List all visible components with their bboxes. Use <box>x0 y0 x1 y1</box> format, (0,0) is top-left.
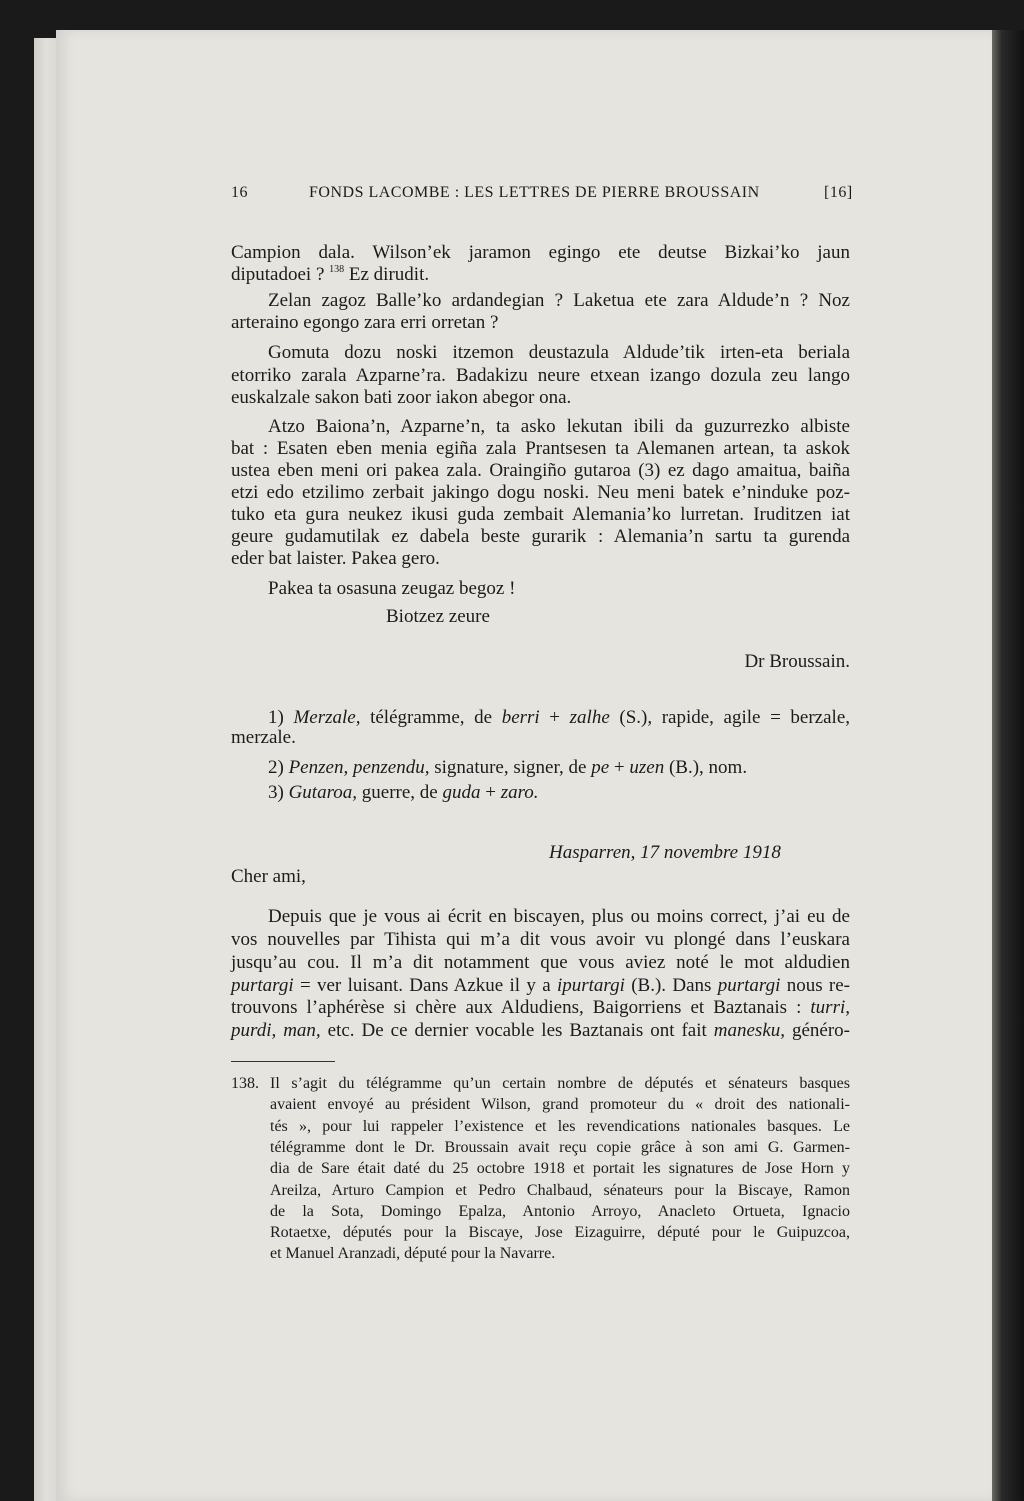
text-segment: Gomuta dozu noski itzemon deustazula Aldude’tik irten-eta beriala <box>268 342 850 363</box>
text-line <box>231 526 850 548</box>
text-line <box>231 782 850 804</box>
text-line <box>231 387 850 409</box>
text-segment: Zelan zagoz Balle’ko ardandegian ? Laketua ete zara Aldude’n ? Noz <box>268 290 850 311</box>
text-line <box>386 606 1005 628</box>
text-segment: jusqu’au cou. Il m’a dit notamment que vous aviez noté le mot aldudien <box>231 952 850 973</box>
text-segment: etzi edo etzilimo zerbait jakingo dogu noski. Neu meni batek e’ninduke poz- <box>231 482 850 503</box>
text-line <box>231 757 850 779</box>
italic-text: guda <box>442 782 481 803</box>
text-line <box>231 1020 850 1042</box>
italic-text: Penzen, penzendu, <box>288 757 430 778</box>
footnote-reference: 138 <box>329 264 345 275</box>
text-segment: trouvons l’aphérèse si chère aux Aldudiens, Baigorriens et Baztanais : <box>231 997 811 1018</box>
italic-text: zalhe <box>569 707 610 728</box>
text-segment: + <box>609 757 630 778</box>
italic-text: pe <box>591 757 610 778</box>
text-line <box>231 578 850 600</box>
text-line <box>231 242 850 264</box>
text-segment: bat : Esaten eben menia egiña zala Prantsesen ta Alemanen artean, ta askok <box>231 438 850 459</box>
text-segment: = ver luisant. Dans Azkue il y a <box>293 975 557 996</box>
text-segment: tuko eta gura neukez ikusi guda zembait Alemania’ko lurretan. Iruditzen iat <box>231 504 850 525</box>
italic-text: purdi, man, <box>231 1020 321 1041</box>
text-segment: etorriko zarala Azparne’ra. Badakizu neure etxean izango dozula zeu lango <box>231 365 850 386</box>
text-segment: 2) <box>268 757 289 778</box>
italic-text: uzen <box>629 757 665 778</box>
text-segment: 3) <box>268 782 289 803</box>
text-line <box>231 952 850 974</box>
italic-text: purtargi <box>231 975 294 996</box>
text-segment: Atzo Baiona’n, Azparne’n, ta asko lekutan ibili da guzurrezko albiste <box>268 416 850 437</box>
text-segment: Biotzez zeure <box>386 606 490 627</box>
italic-text: ipurtargi <box>556 975 625 996</box>
text-line <box>231 460 850 482</box>
text-segment: Ez dirudit. <box>344 264 430 285</box>
footnote-line: et Manuel Aranzadi, député pour la Navarre. <box>270 1245 556 1263</box>
italic-text: manesku, <box>713 1020 785 1041</box>
footnote-line: télégramme dont le Dr. Broussain avait reçu copie grâce à son ami G. Garmen- <box>270 1138 850 1156</box>
bracket-page-number: [16] <box>824 184 853 201</box>
text-line <box>231 482 850 504</box>
text-line <box>231 438 850 460</box>
text-segment: merzale. <box>231 727 296 748</box>
facing-page-edge <box>992 30 1024 1501</box>
text-segment: eder bat laister. Pakea gero. <box>231 548 440 569</box>
text-line <box>549 842 1024 864</box>
italic-text: zaro. <box>500 782 539 803</box>
footnote-line: tés », pour lui rappeler l’existence et les revendications nationales basques. Le <box>270 1117 850 1135</box>
footnote-number: 138. <box>231 1075 259 1092</box>
text-segment: (S.), rapide, agile = berzale, <box>609 707 851 728</box>
text-segment: Pakea ta osasuna zeugaz begoz ! <box>268 578 516 599</box>
italic-text: purtargi <box>717 975 781 996</box>
text-line <box>231 727 850 749</box>
footnote-line: Il s’agit du télégramme qu’un certain nombre de députés et sénateurs basques <box>270 1075 850 1092</box>
text-line <box>231 906 850 928</box>
text-segment: (B.). Dans <box>624 975 718 996</box>
text-segment: nous re- <box>780 975 851 996</box>
text-line <box>231 651 850 673</box>
text-segment: + <box>539 707 570 728</box>
text-segment: ustea eben meni ori pakea zala. Oraingiño gutaroa (3) ez dago amaitua, baiña <box>231 460 850 481</box>
text-segment: guerre, de <box>357 782 443 803</box>
text-line <box>231 264 850 286</box>
text-line <box>231 416 850 438</box>
text-segment: télégramme, de <box>360 707 502 728</box>
text-line <box>231 312 850 334</box>
text-line <box>231 929 850 951</box>
footnote-line: dia de Sare était daté du 25 octobre 1918 et portait les signatures de Jose Horn y <box>270 1160 850 1178</box>
text-segment: généro- <box>785 1020 850 1041</box>
text-segment: Cher ami, <box>231 866 306 887</box>
italic-text: Merzale, <box>293 707 361 728</box>
running-title: FONDS LACOMBE : LES LETTRES DE PIERRE BROUSSAIN <box>309 184 760 201</box>
text-segment: (B.), nom. <box>664 757 748 778</box>
footnote-line: Rotaetxe, députés pour la Biscaye, Jose Eizaguirre, député pour le Guipuzcoa, <box>270 1224 850 1242</box>
text-segment: signature, signer, de <box>429 757 592 778</box>
text-segment: geure gudamutilak ez dabela beste gurarik : Alemania’n sartu ta gurenda <box>231 526 850 547</box>
italic-text: berri <box>501 707 540 728</box>
footnote-rule <box>231 1061 335 1062</box>
text-segment: Dr Broussain. <box>744 651 850 672</box>
text-segment: + <box>480 782 501 803</box>
text-line <box>231 707 850 729</box>
text-line <box>231 866 850 888</box>
footnote-line: de la Sota, Domingo Epalza, Antonio Arroyo, Anacleto Ortueta, Ignacio <box>270 1202 850 1220</box>
italic-text: turri, <box>810 997 850 1018</box>
text-segment: Campion dala. Wilson’ek jaramon egingo ete deutse Bizkai’ko jaun <box>231 242 850 263</box>
text-segment: etc. De ce dernier vocable les Baztanais ont fait <box>320 1020 714 1041</box>
footnote-line: Areilza, Arturo Campion et Pedro Chalbaud, sénateurs pour la Biscaye, Ramon <box>270 1181 850 1199</box>
text-line <box>231 342 850 364</box>
italic-text: Gutaroa, <box>288 782 358 803</box>
italic-text: Hasparren, 17 novembre 1918 <box>549 842 781 863</box>
text-line <box>231 365 850 387</box>
text-line <box>231 548 850 570</box>
text-segment: 1) <box>268 707 294 728</box>
text-segment: vos nouvelles par Tihista qui m’a dit vous avoir vu plongé dans l’euskara <box>231 929 850 950</box>
text-line <box>231 975 850 997</box>
text-segment: diputadoei ? <box>231 264 330 285</box>
text-segment: euskalzale sakon bati zoor iakon abegor ona. <box>231 387 572 408</box>
text-line <box>231 504 850 526</box>
text-segment: arteraino egongo zara erri orretan ? <box>231 312 499 333</box>
page-number: 16 <box>231 184 248 201</box>
footnote-line: avaient envoyé au président Wilson, grand promoteur du « droit des nationali- <box>270 1096 850 1114</box>
text-segment: Depuis que je vous ai écrit en biscayen, plus ou moins correct, j’ai eu de <box>268 906 850 927</box>
text-line <box>231 290 850 312</box>
text-line <box>231 997 850 1019</box>
